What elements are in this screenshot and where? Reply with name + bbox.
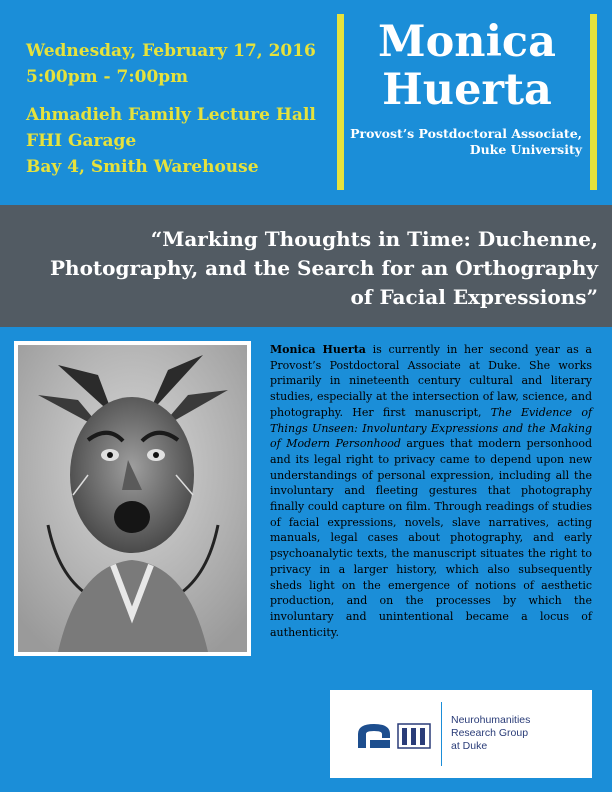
talk-title-line2: Photography, and the Search for an Orthography bbox=[49, 256, 598, 280]
speaker-role-line2: Duke University bbox=[469, 142, 582, 157]
bio-name: Monica Huerta bbox=[270, 343, 366, 356]
portrait-image bbox=[18, 345, 247, 652]
speaker-first-name: Monica bbox=[378, 17, 556, 67]
bio-text-part2: argues that modern personhood and its legal right to privacy came to depend upon new understandings of personal expression, including all the involuntary and fleeting gestures that photography finally could capture on film. Through readings of studies of facial expressions, novels, slave narratives, acting manuals, legal cases about photography, and early psychoanalytic texts, the manuscript situates the right to privacy in a larger history, which also subsequently sheds light on the emergence of notions of aesthetic production, and on the processes by which the involuntary and unintentional became a locus of authenticity. bbox=[270, 437, 593, 639]
bio-book-title: The Evidence of Things Unseen: Involuntary Expressions and the Making of Modern Personhood bbox=[270, 405, 593, 451]
neurohumanities-logo-icon bbox=[356, 722, 432, 750]
header-section bbox=[0, 0, 612, 205]
event-venue-line2: FHI Garage bbox=[26, 131, 137, 151]
bio-text-part1: is currently in her second year as a Provost’s Postdoctoral Associate at Duke. She works primarily in nineteenth century cultural and literary studies, especially at the intersection of law, science, and photography. Her first manuscript, bbox=[270, 343, 592, 419]
speaker-last-name: Huerta bbox=[382, 65, 552, 115]
event-date: Wednesday, February 17, 2016 bbox=[26, 41, 316, 61]
event-venue-line3: Bay 4, Smith Warehouse bbox=[26, 157, 259, 177]
talk-title-line1: “Marking Thoughts in Time: Duchenne, bbox=[150, 227, 598, 251]
logo-line3: at Duke bbox=[451, 740, 488, 752]
accent-bar-right bbox=[590, 14, 597, 190]
logo-text bbox=[451, 714, 586, 753]
logo-divider bbox=[441, 702, 442, 766]
event-venue-line1: Ahmadieh Family Lecture Hall bbox=[26, 105, 316, 125]
talk-title-line3: of Facial Expressions” bbox=[350, 285, 598, 309]
speaker-role-line1: Provost’s Postdoctoral Associate, bbox=[350, 126, 582, 141]
speaker-block bbox=[344, 18, 590, 158]
portrait-photo bbox=[14, 341, 251, 656]
event-time: 5:00pm - 7:00pm bbox=[26, 67, 189, 87]
event-details bbox=[26, 38, 326, 180]
talk-title-band bbox=[0, 205, 612, 327]
speaker-bio bbox=[270, 342, 592, 640]
logo-line1: Neurohumanities bbox=[451, 714, 531, 726]
logo-line2: Research Group bbox=[451, 727, 529, 739]
sponsor-logo bbox=[330, 690, 592, 778]
talk-title bbox=[38, 225, 598, 312]
accent-bar-left bbox=[337, 14, 344, 190]
speaker-role bbox=[344, 126, 590, 158]
